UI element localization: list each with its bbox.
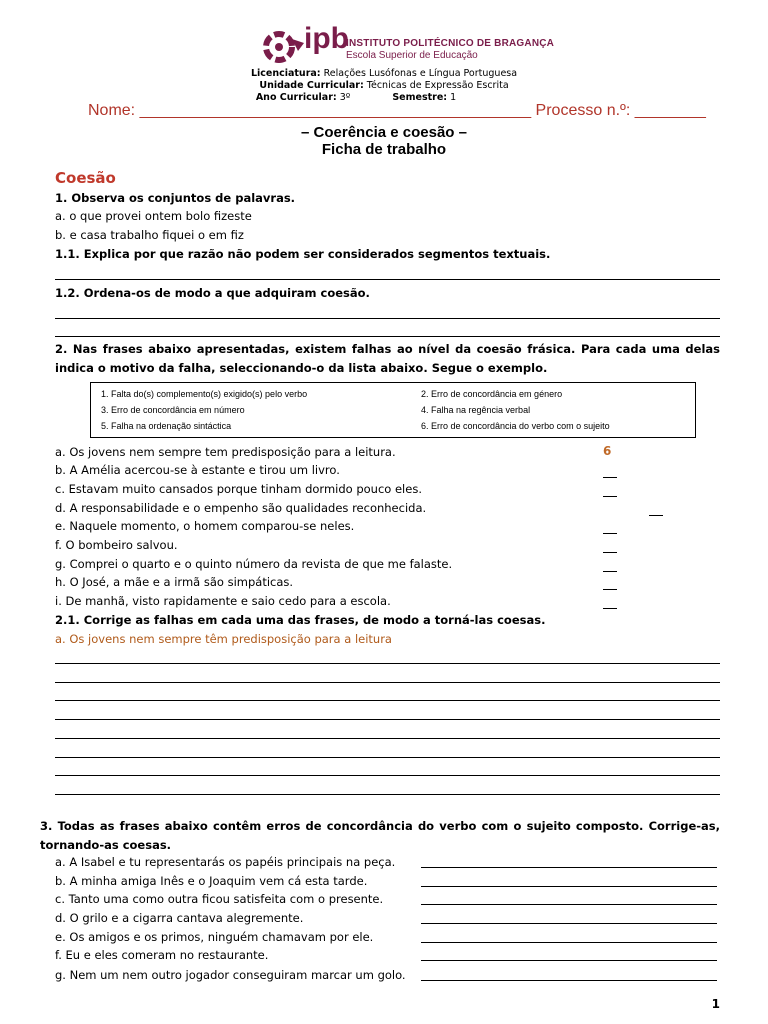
school-name: Escola Superior de Educação [346, 50, 478, 61]
page-subtitle: Ficha de trabalho [321, 141, 447, 158]
q3-prompt: 3. Todas as frases abaixo contêm erros de concordância do verbo com o sujeito composto. Corrige-as, tornando-as coesas. [40, 819, 720, 852]
answer-line [421, 886, 717, 887]
answer-line [55, 279, 720, 280]
page-number: 1 [711, 997, 720, 1011]
unidade-line: Unidade Curricular: Técnicas de Expressão Escrita [259, 80, 509, 91]
answer-blank[interactable] [603, 463, 617, 478]
q2-item-h: h. O José, a mãe e a irmã são simpáticas. [55, 575, 294, 589]
answer-line [421, 867, 717, 868]
answer-line [55, 318, 720, 319]
q2-item-c: c. Estavam muito cansados porque tinham dormido pouco eles. [55, 482, 422, 496]
q3-item-a: a. A Isabel e tu representarás os papéis principais na peça. [55, 855, 396, 869]
answer-blank[interactable] [603, 575, 617, 590]
institution-name: INSTITUTO POLITÉCNICO DE BRAGANÇA [346, 38, 555, 49]
answer-blank[interactable] [603, 538, 617, 553]
q1-item-a: a. o que provei ontem bolo fizeste [55, 209, 252, 223]
section-heading: Coesão [55, 169, 116, 187]
licenciatura-line: Licenciatura: Relações Lusófonas e Língua Portuguesa [250, 68, 518, 79]
ano-semestre-line: Ano Curricular: 3º Semestre: 1 [255, 92, 457, 103]
answer-line [55, 336, 720, 337]
answer-blank[interactable] [603, 482, 617, 497]
q2-item-b: b. A Amélia acercou-se à estante e tirou um livro. [55, 463, 340, 477]
answer-blank[interactable] [603, 557, 617, 572]
q3-item-c: c. Tanto uma como outra ficou satisfeita com o presente. [55, 892, 384, 906]
answer-line [421, 960, 717, 961]
answer-blank[interactable] [603, 519, 617, 534]
q2-item-i: i. De manhã, visto rapidamente e saio cedo para a escola. [55, 594, 391, 608]
answer-line [421, 942, 717, 943]
q3-item-e: e. Os amigos e os primos, ninguém chamavam por ele. [55, 930, 374, 944]
answer-line [55, 757, 720, 758]
answer-line [55, 738, 720, 739]
option-1: 1. Falta do(s) complemento(s) exigido(s) pelo verbo [101, 389, 308, 399]
q2-item-g: g. Comprei o quarto e o quinto número da revista de que me falaste. [55, 557, 453, 571]
name-process-line: Nome: ____________________________________________ Processo n.º: ________ [88, 102, 706, 119]
logo-wordmark: ipb [304, 22, 349, 55]
answer-line [421, 980, 717, 981]
answer-line [55, 719, 720, 720]
option-4: 4. Falha na regência verbal [421, 405, 531, 415]
q2-item-d: d. A responsabilidade e o empenho são qualidades reconhecida. [55, 501, 427, 515]
q2-item-f: f. O bombeiro salvou. [55, 538, 178, 552]
answer-line [55, 794, 720, 795]
q3-item-b: b. A minha amiga Inês e o Joaquim vem cá esta tarde. [55, 874, 368, 888]
answer-blank[interactable] [603, 594, 617, 609]
answer-line [55, 700, 720, 701]
q2-item-e: e. Naquele momento, o homem comparou-se neles. [55, 519, 355, 533]
q1-prompt: 1. Observa os conjuntos de palavras. [55, 191, 296, 205]
option-3: 3. Erro de concordância em número [101, 405, 245, 415]
q21-prompt: 2.1. Corrige as falhas em cada uma das frases, de modo a torná-las coesas. [55, 613, 546, 627]
option-6: 6. Erro de concordância do verbo com o sujeito [421, 421, 610, 431]
q3-item-d: d. O grilo e a cigarra cantava alegremente. [55, 911, 304, 925]
q11-prompt: 1.1. Explica por que razão não podem ser considerados segmentos textuais. [55, 247, 551, 261]
q2-item-a: a. Os jovens nem sempre tem predisposição para a leitura. [55, 445, 396, 459]
option-5: 5. Falha na ordenação sintáctica [101, 421, 232, 431]
page-title: – Coerência e coesão – [301, 124, 467, 141]
q12-prompt: 1.2. Ordena-os de modo a que adquiram coesão. [55, 286, 370, 300]
answer-line [55, 663, 720, 664]
q2-prompt: 2. Nas frases abaixo apresentadas, existem falhas ao nível da coesão frásica. Para cada uma delas indica o motivo da falha, seleccionando-o da lista abaixo. Segue o exemplo. [55, 342, 720, 375]
answer-line [421, 923, 717, 924]
q21-example: a. Os jovens nem sempre têm predisposição para a leitura [55, 632, 392, 646]
answer-line [421, 904, 717, 905]
q3-item-f: f. Eu e eles comeram no restaurante. [55, 948, 269, 962]
answer-line [55, 682, 720, 683]
example-answer: 6 [603, 444, 612, 458]
options-box [90, 382, 696, 438]
q1-item-b: b. e casa trabalho fiquei o em fiz [55, 228, 244, 242]
answer-line [55, 775, 720, 776]
q3-item-g: g. Nem um nem outro jogador conseguiram marcar um golo. [55, 968, 406, 982]
answer-blank[interactable] [649, 501, 663, 516]
option-2: 2. Erro de concordância em género [421, 389, 563, 399]
